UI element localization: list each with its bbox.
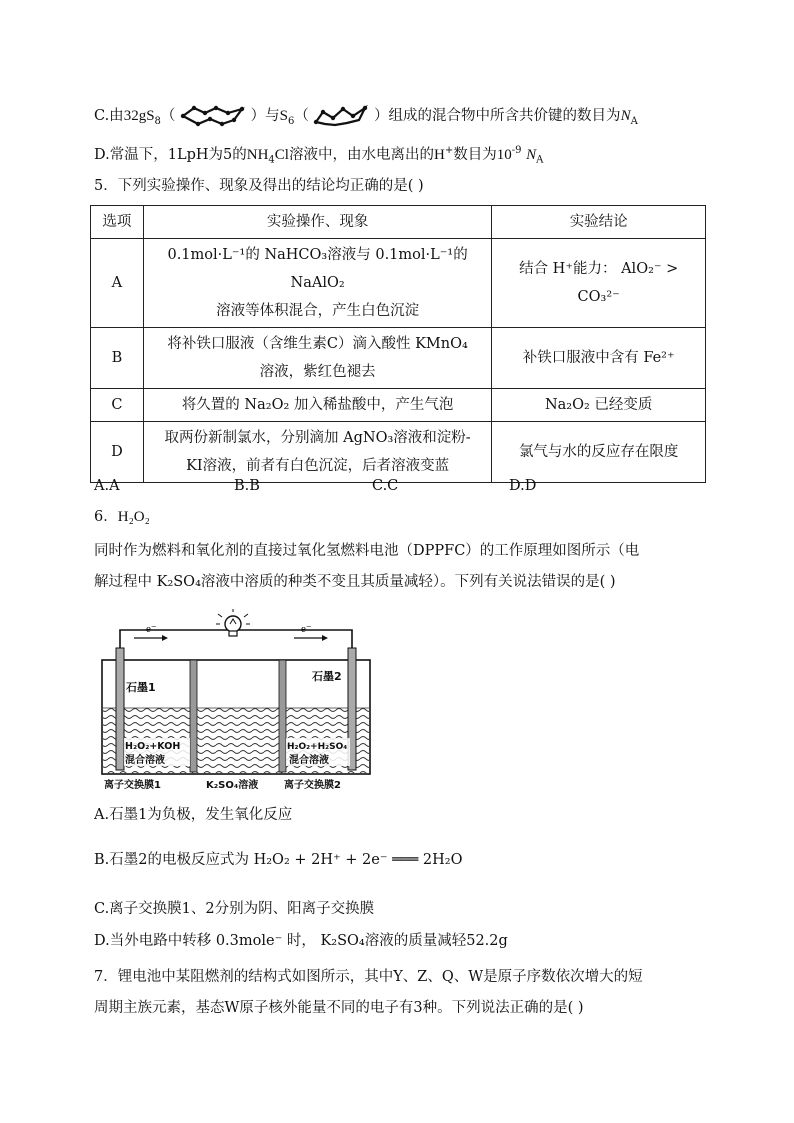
- membrane-1-label: 离子交换膜1: [104, 780, 161, 791]
- ion-exchange-membrane-1: [190, 660, 197, 772]
- table-row: [91, 422, 706, 483]
- table-cell-experiment: 将久置的 Na₂O₂ 加入稀盐酸中，产生气泡: [143, 389, 492, 422]
- right-solution-label: H₂O₂+H₂SO₄: [287, 742, 348, 752]
- table-cell-option: D: [91, 422, 144, 483]
- table-cell-conclusion: 结合 H⁺能力： AlO₂⁻ > CO₃²⁻: [492, 239, 706, 328]
- choice-d: D.D: [509, 478, 537, 494]
- electron-label-right: e⁻: [301, 623, 312, 635]
- table-cell-experiment: 0.1mol·L⁻¹的 NaHCO₃溶液与 0.1mol·L⁻¹的 NaAlO₂ 溶液等体积混合，产生白色沉淀: [143, 239, 492, 328]
- choice-c: C.C: [372, 478, 399, 494]
- right-solution-label-2: 混合溶液: [289, 755, 329, 766]
- q5-table: [90, 205, 706, 483]
- fuel-cell-diagram: [96, 608, 376, 791]
- q6-stem-line2: 解过程中 K₂SO₄溶液中溶质的种类不变且其质量减轻）。下列有关说法错误的是( ): [94, 574, 616, 590]
- light-bulb-icon: [216, 609, 250, 636]
- q6-option-b: B.石墨2的电极反应式为 H₂O₂ + 2H⁺ + 2e⁻ ═══ 2H₂O: [94, 852, 463, 868]
- table-cell-experiment: 取两份新制氯水，分别滴加 AgNO₃溶液和淀粉- KI溶液，前者有白色沉淀，后者溶液变蓝: [143, 422, 492, 483]
- q7-stem-line1: 7．锂电池中某阻燃剂的结构式如图所示，其中Y、Z、Q、W是原子序数依次增大的短: [94, 969, 643, 985]
- s8-ring-structure-icon: [180, 104, 246, 128]
- left-solution-label-2: 混合溶液: [125, 755, 165, 766]
- table-row: [91, 389, 706, 422]
- middle-solution-label: K₂SO₄溶液: [206, 780, 259, 791]
- electron-label-left: e⁻: [146, 623, 157, 635]
- table-cell-option: A: [91, 239, 144, 328]
- q6-option-d: D.当外电路中转移 0.3mole⁻ 时， K₂SO₄溶液的质量减轻52.2g: [94, 933, 508, 949]
- table-cell-experiment: 将补铁口服液（含维生素C）滴入酸性 KMnO₄ 溶液，紫红色褪去: [143, 328, 492, 389]
- choice-b: B.B: [234, 478, 260, 494]
- table-header: 实验操作、现象: [143, 206, 492, 239]
- table-header-row: [91, 206, 706, 239]
- table-header: 选项: [91, 206, 144, 239]
- graphite-electrode-1: [116, 648, 124, 770]
- q6-option-a: A.石墨1为负极，发生氧化反应: [94, 807, 293, 823]
- table-cell-option: B: [91, 328, 144, 389]
- s6-ring-structure-icon: [313, 104, 369, 128]
- choice-a: A.A: [94, 478, 120, 494]
- table-header: 实验结论: [492, 206, 706, 239]
- q6-title: 6．H₂O₂: [94, 509, 150, 525]
- electrode-2-label: 石墨2: [312, 670, 342, 683]
- q7-stem-line2: 周期主族元素，基态W原子核外能量不同的电子有3种。下列说法正确的是( ): [94, 1000, 584, 1016]
- table-cell-conclusion: 补铁口服液中含有 Fe²⁺: [492, 328, 706, 389]
- q5-stem: 5．下列实验操作、现象及得出的结论均正确的是( ): [94, 178, 424, 194]
- table-cell-conclusion: Na₂O₂ 已经变质: [492, 389, 706, 422]
- q5-choices: [94, 478, 654, 498]
- electrode-1-label: 石墨1: [126, 681, 156, 694]
- table-row: [91, 328, 706, 389]
- q4-option-c: C.由$32gS_8$（ ）与$S_6$（ ）组成的混合物中所含共价键的数目为$N_A$: [94, 104, 638, 132]
- table-cell-option: C: [91, 389, 144, 422]
- q6-option-c: C.离子交换膜1、2分别为阴、阳离子交换膜: [94, 901, 375, 917]
- membrane-2-label: 离子交换膜2: [284, 780, 341, 791]
- q6-stem-line1: 同时作为燃料和氧化剂的直接过氧化氢燃料电池（DPPFC）的工作原理如图所示（电: [94, 543, 640, 559]
- ion-exchange-membrane-2: [279, 660, 286, 772]
- table-row: [91, 239, 706, 328]
- left-solution-label: H₂O₂+KOH: [125, 741, 181, 752]
- q4-option-d: D.常温下，1LpH为5的$NH_4Cl$溶液中，由水电离出的H+数目为$10^{-9}$ $N_A$: [94, 145, 544, 166]
- table-cell-conclusion: 氯气与水的反应存在限度: [492, 422, 706, 483]
